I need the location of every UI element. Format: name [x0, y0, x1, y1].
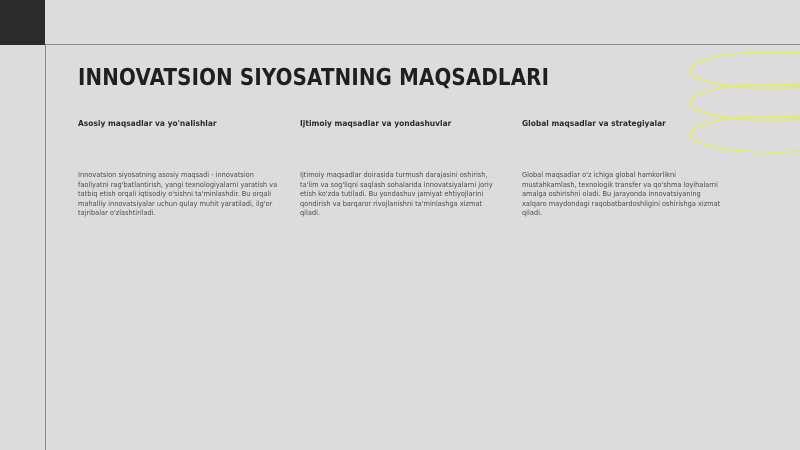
top-divider — [45, 44, 800, 45]
slide-title: INNOVATSION SIYOSATNING MAQSADLARI — [78, 65, 550, 91]
decorative-rings — [680, 50, 800, 170]
corner-block — [0, 0, 45, 45]
column-main-goals — [78, 119, 278, 217]
column-global-goals — [522, 119, 722, 217]
column-heading: Global maqsadlar va strategiyalar — [522, 119, 666, 128]
column-heading: Ijtimoiy maqsadlar va yondashuvlar — [300, 119, 452, 128]
column-social-goals — [300, 119, 500, 217]
left-divider — [45, 45, 46, 450]
column-heading: Asosiy maqsadlar va yo'nalishlar — [78, 119, 217, 128]
column-body: Global maqsadlar o'z ichiga global hamkorlikni mustahkamlash, texnologik transfer va qo'shma loyihalarni amalga oshirishni oladi. Bu jarayonda innovatsiyaning xalqaro maydondagi raqobatbardoshligini oshirishga xizmat qiladi. — [522, 171, 721, 217]
column-body: Ijtimoiy maqsadlar doirasida turmush darajasini oshirish, ta'lim va sog'liqni saqlash sohalarida innovatsiyalarni joriy etish ko'zda tutiladi. Bu yondashuv jamiyat ehtiyojlarini qondirish va barqaror rivojlanishni ta'minlashga xizmat qiladi. — [300, 171, 493, 217]
column-body: Innovatsion siyosatning asosiy maqsadi - innovatsion faoliyatni rag'batlantirish, yangi texnologiyalarni yaratish va tatbiq etish orqali iqtisodiy o'sishni ta'minlashdir. Bu orqali mahalliy innovatsiyalar uchun qulay muhit yaratiladi, ilg'or tajribalar o'zlashtiriladi. — [78, 171, 278, 217]
